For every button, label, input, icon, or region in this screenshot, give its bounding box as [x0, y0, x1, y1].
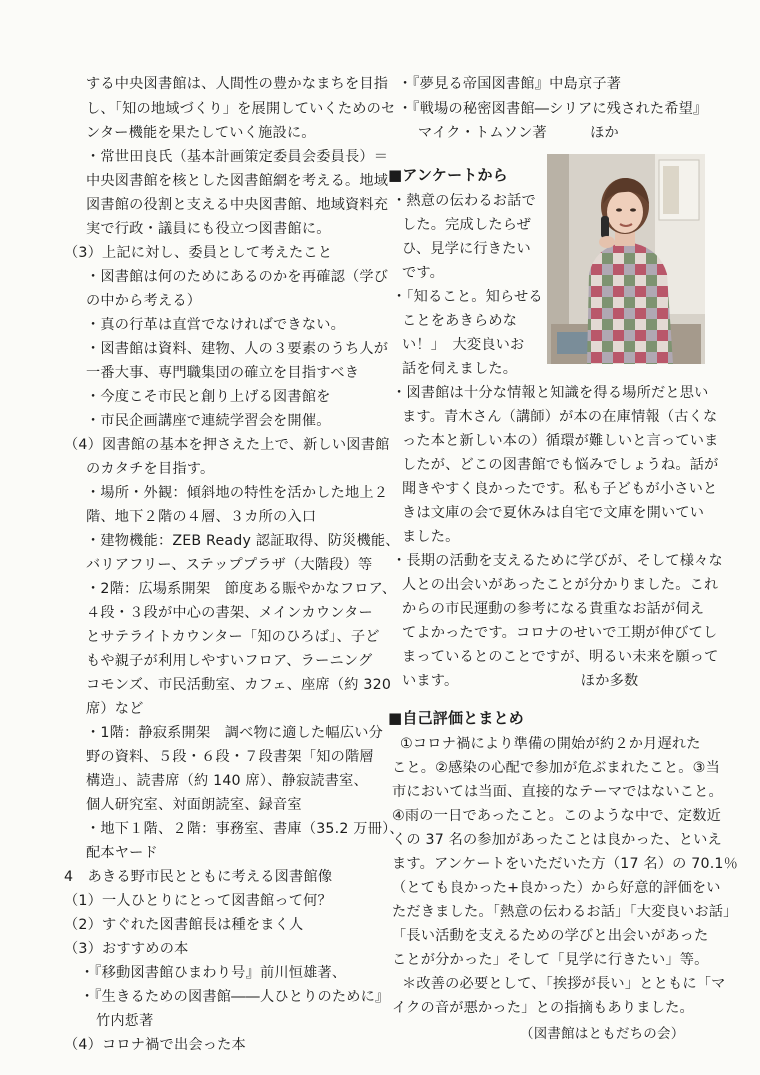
text-line: 配本ヤード	[86, 845, 158, 861]
text-line: ・常世田良氏（基本計画策定委員会委員長）＝	[86, 149, 389, 165]
text-line: い！」 大変良いお	[402, 337, 525, 353]
text-line: の中から考える）	[86, 293, 202, 309]
text-line: ＊改善の必要として、「挨拶が長い」とともに「マ	[402, 976, 726, 992]
speaker-photo-illustration	[547, 154, 705, 364]
text-line: のカタチを目指す。	[86, 461, 215, 477]
text-line: います。 ほか多数	[402, 673, 639, 689]
text-line: 実で行政・議員にも役立つ図書館に。	[86, 221, 331, 237]
text-line: 構造」、読書席（約 140 席）、静寂読書室、	[86, 773, 368, 789]
text-line: ・2階：広場系開架 節度ある賑やかなフロア、	[86, 581, 397, 597]
evaluation-heading: ■自己評価とまとめ	[388, 709, 524, 727]
text-line: （とても良かった+良かった）から好意的評価をい	[392, 880, 721, 896]
text-line: きは文庫の会で夏休みは自宅で文庫を開いてい	[402, 505, 705, 521]
text-line: ただきました。「熱意の伝わるお話」「大変良いお話」	[392, 904, 738, 920]
text-line: 図書館の役割と支える中央図書館、地域資料充	[86, 197, 389, 213]
text-line: ひ、見学に行きたい	[402, 241, 531, 257]
text-line: ・『移動図書館ひまわり号』前川恒雄著、	[80, 965, 347, 981]
text-line: （4）コロナ禍で出会った本	[64, 1037, 246, 1053]
text-line: ・図書館は十分な情報と知識を得る場所だと思い	[392, 385, 709, 401]
text-line: 席）など	[86, 701, 144, 717]
text-line: ・『戦場の秘密図書館―シリアに残された希望』	[398, 101, 708, 117]
text-line: てよかったです。コロナのせいで工期が伸びてし	[402, 625, 718, 641]
text-line: った本と新しい本の）循環が難しいと言っていま	[402, 433, 719, 449]
text-line: です。	[402, 265, 445, 281]
text-line: （3）おすすめの本	[64, 941, 189, 957]
text-line: マイク・トムソン著 ほか	[418, 125, 619, 141]
text-line: ・『生きるための図書館――人ひとりのために』	[80, 989, 390, 1005]
text-line: ことが分かった」そして「見学に行きたい」等。	[392, 952, 709, 968]
text-line: ます。アンケートをいただいた方（17 名）の 70.1％	[392, 856, 739, 872]
text-line: ・熱意の伝わるお話で	[392, 193, 536, 209]
text-line: し、「知の地域づくり」を展開していくためのセ	[86, 101, 396, 117]
text-line: したが、どこの図書館でも悩みでしょうね。話が	[402, 457, 719, 473]
text-line: バリアフリー、ステッププラザ（大階段）等	[86, 557, 373, 573]
text-line: 話を伺えました。	[402, 361, 518, 377]
text-line: ・地下１階、２階：事務室、書庫（35.2 万冊）、	[86, 821, 404, 837]
text-line: 野の資料、５段・６段・７段書架「知の階層	[86, 749, 374, 765]
text-line: ・図書館は何のためにあるのかを再確認（学び	[86, 269, 389, 285]
text-line: こと。②感染の心配で参加が危ぶまれたこと。③当	[392, 760, 720, 776]
text-line: 一番大事、専門職集団の確立を目指すべき	[86, 365, 360, 381]
text-line: ・『夢見る帝国図書館』中島京子著	[398, 76, 622, 92]
text-line: （3）上記に対し、委員として考えたこと	[64, 245, 333, 261]
text-line: ました。	[402, 529, 460, 545]
signature: （図書館はともだちの会）	[520, 1026, 685, 1042]
text-line: ・今度こそ市民と創り上げる図書館を	[86, 389, 331, 405]
text-line: ・図書館は資料、建物、人の３要素のうち人が	[86, 341, 389, 357]
text-line: 4 あきる野市民とともに考える図書館像	[64, 869, 333, 885]
text-line: ます。青木さん（講師）が本の在庫情報（古くな	[402, 409, 718, 425]
text-line: くの 37 名の参加があったことは良かった、といえ	[392, 832, 722, 848]
text-line: ・1階：静寂系開架 調べ物に適した幅広い分	[86, 725, 383, 741]
survey-heading: ■アンケートから	[388, 166, 508, 184]
text-line: ・建物機能：ZEB Ready 認証取得、防災機能、	[86, 533, 400, 549]
text-line: 竹内悊著	[96, 1013, 154, 1029]
text-line: 階、地下２階の４層、３カ所の入口	[86, 509, 317, 525]
text-line: 市においては当面、直接的なテーマではないこと。	[392, 784, 723, 800]
text-line: 人との出会いがあったことが分かりました。これ	[402, 577, 719, 593]
text-line: とサテライトカウンター「知のひろば」、子ど	[86, 629, 380, 645]
text-line: ンター機能を果たしていく施設に。	[86, 125, 316, 141]
text-line: 中央図書館を核とした図書館網を考える。地域	[86, 173, 389, 189]
text-line: ４段・３段が中心の書架、メインカウンター	[86, 605, 373, 621]
text-line: 個人研究室、対面朗読室、録音室	[86, 797, 302, 813]
text-line: イクの音が悪かった」との指摘もありました。	[392, 1000, 694, 1016]
text-line: ことをあきらめな	[402, 313, 518, 329]
text-line: もや親子が利用しやすいフロア、ラーニング	[86, 653, 373, 669]
text-line: ①コロナ禍により準備の開始が約２か月遅れた	[400, 736, 701, 752]
text-line: ・長期の活動を支えるために学びが、そして様々な	[392, 553, 723, 569]
text-line: （2）すぐれた図書館長は種をまく人	[64, 917, 304, 933]
text-line: 聞きやすく良かったです。私も子どもが小さいと	[402, 481, 718, 497]
text-line: する中央図書館は、人間性の豊かなまちを目指	[86, 76, 389, 92]
text-line: からの市民運動の参考になる貴重なお話が伺え	[402, 601, 705, 617]
text-line: 「長い活動を支えるための学びと出会いがあった	[392, 928, 709, 944]
text-line: ④雨の一日であったこと。このような中で、定数近	[392, 808, 722, 824]
text-line: ・真の行革は直営でなければできない。	[86, 317, 345, 333]
text-line: ・場所・外観：傾斜地の特性を活かした地上２	[86, 485, 389, 501]
text-line: まっているとのことですが、明るい未来を願って	[402, 649, 719, 665]
text-line: ・市民企画講座で連続学習会を開催。	[86, 413, 331, 429]
text-line: コモンズ、市民活動室、カフェ、座席（約 320	[86, 677, 392, 693]
text-line: した。完成したらぜ	[402, 217, 532, 233]
text-line: （1）一人ひとりにとって図書館って何？	[64, 893, 332, 909]
text-line: （4）図書館の基本を押さえた上で、新しい図書館	[64, 437, 390, 453]
speaker-photo	[547, 154, 705, 364]
text-line: ・「知ること。知らせる	[392, 289, 543, 305]
